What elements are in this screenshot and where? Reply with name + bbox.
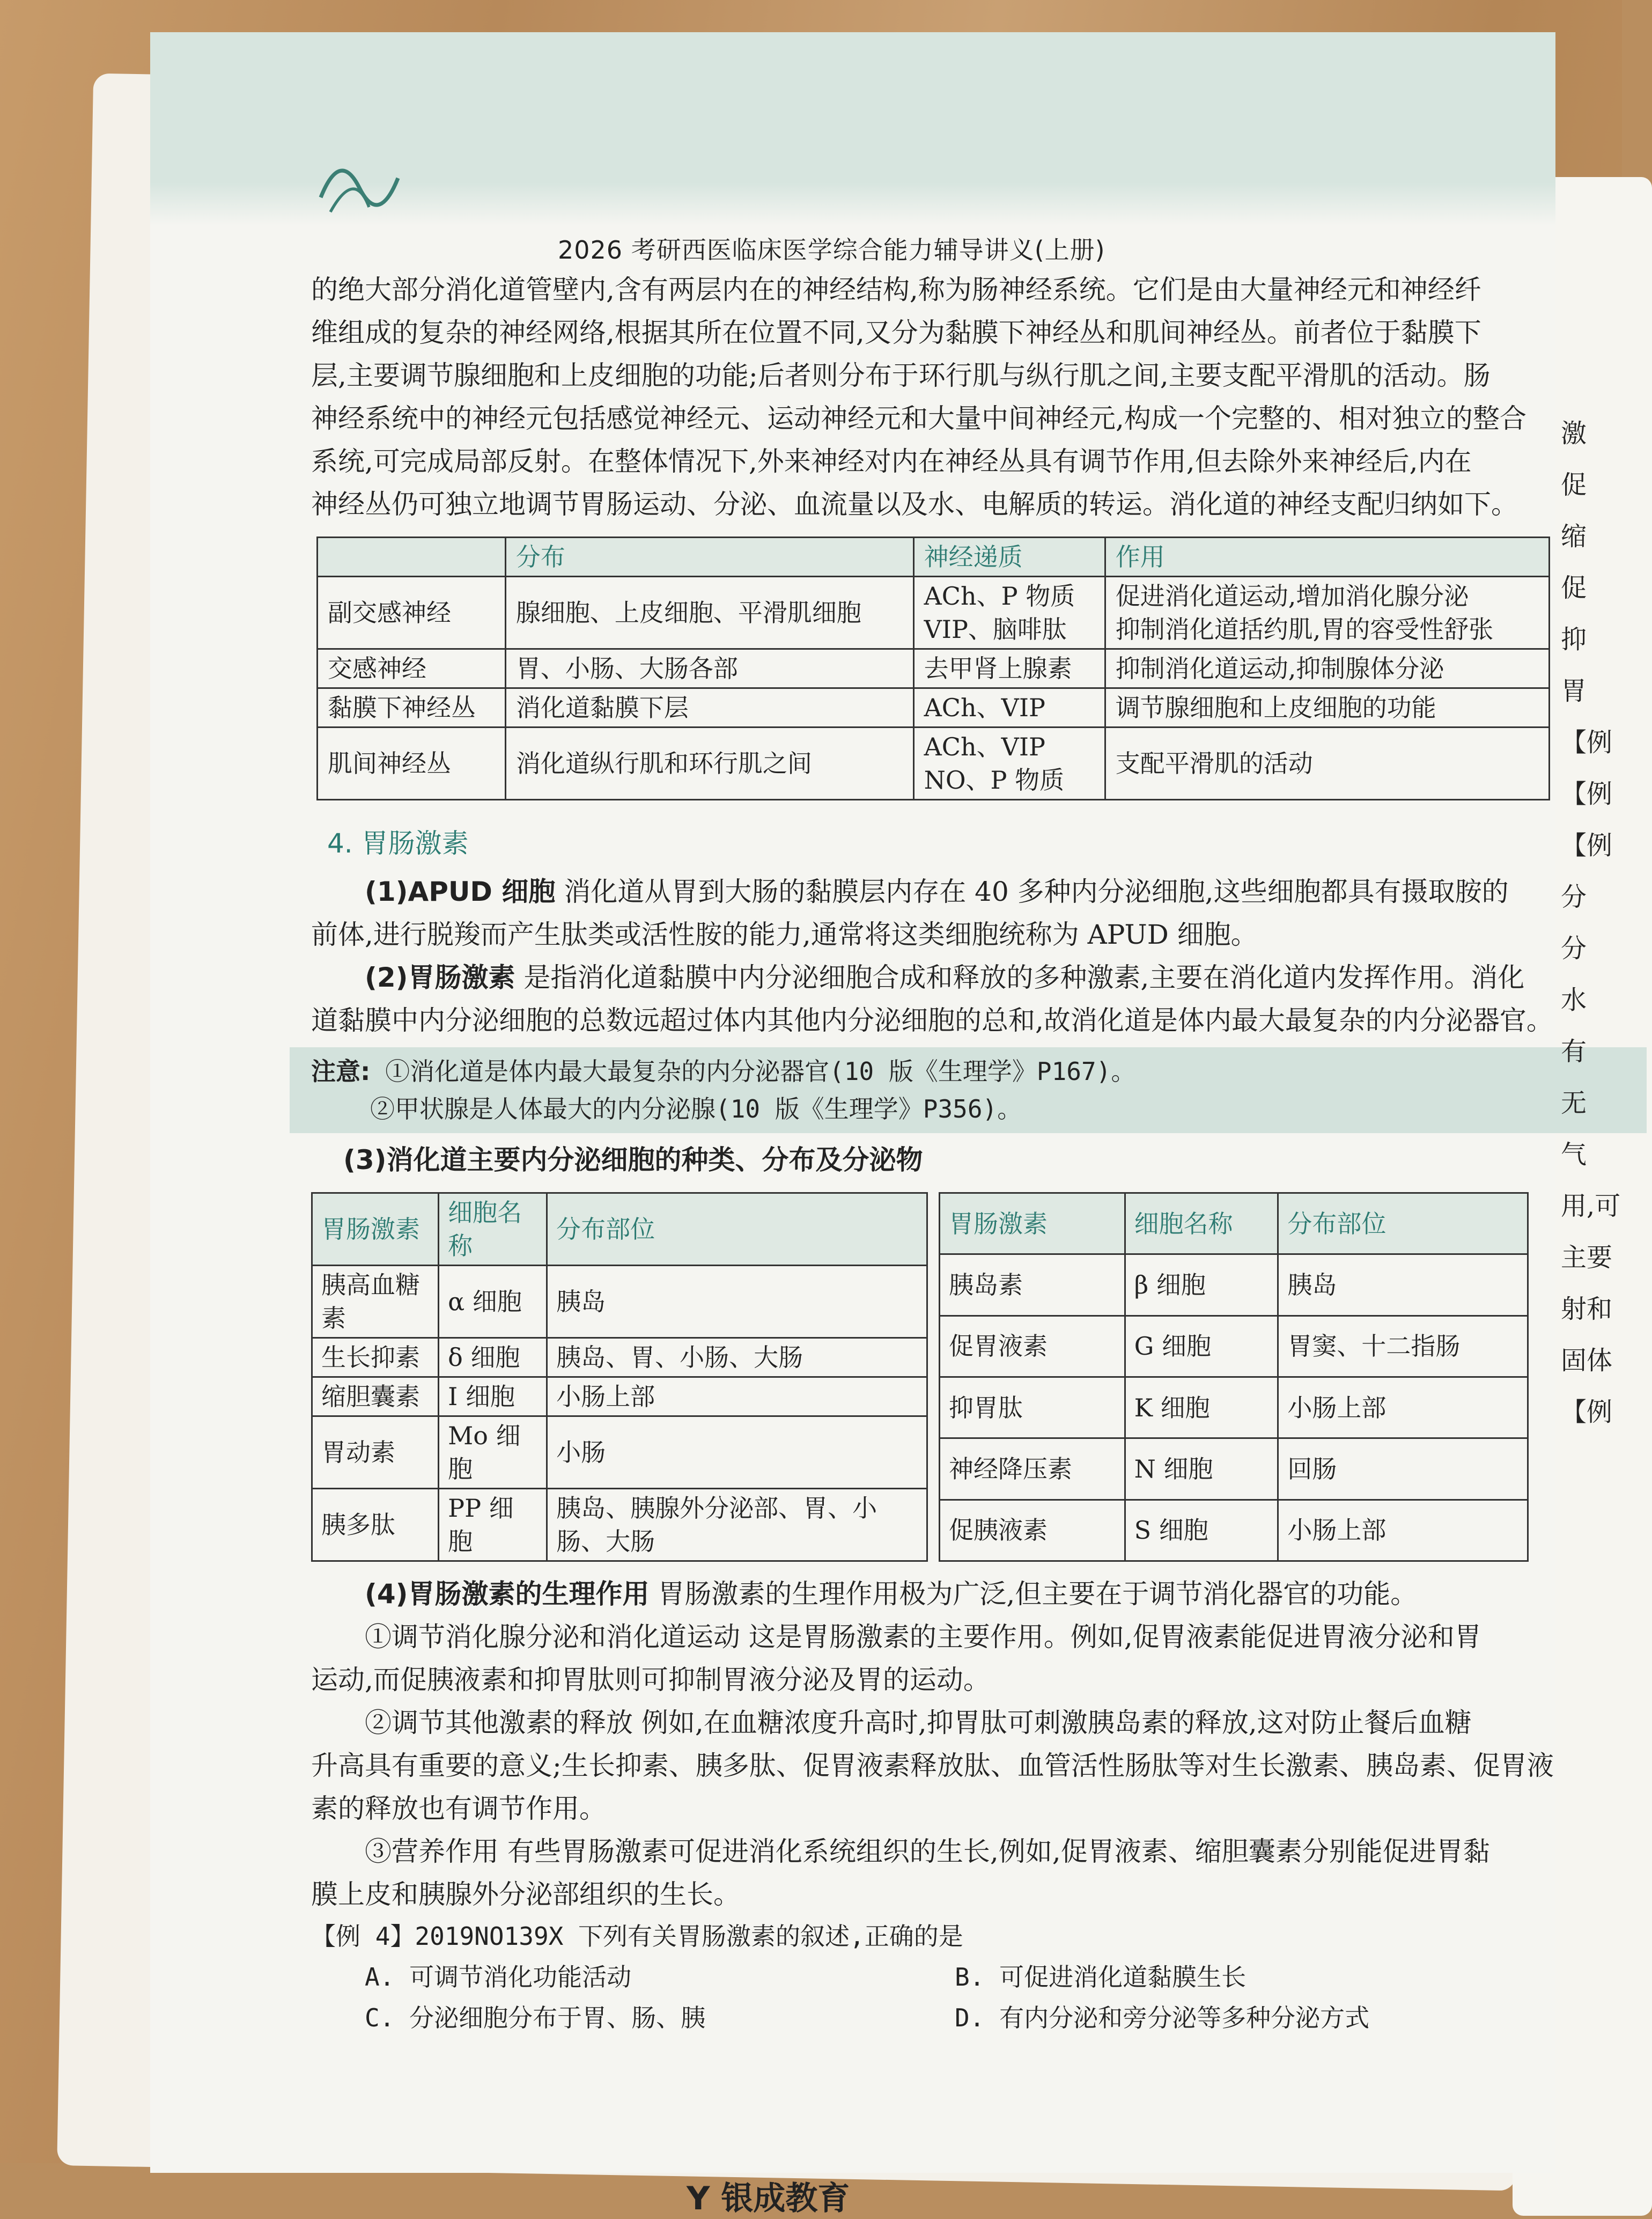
fragment: 射和: [1561, 1294, 1613, 1324]
table-header: 胃肠激素: [940, 1193, 1125, 1254]
table-cell: 小肠上部: [547, 1377, 927, 1416]
fragment: 有: [1561, 1037, 1587, 1067]
table-cell: 去甲肾上腺素: [913, 649, 1105, 688]
fragment: 缩: [1561, 521, 1587, 552]
table-header-row: [312, 1193, 927, 1266]
paragraph: 膜上皮和胰腺外分泌部组织的生长。: [311, 1879, 740, 1910]
table-cell: 小肠: [547, 1416, 927, 1489]
table-cell: ACh、P 物质 VIP、脑啡肽: [913, 577, 1105, 649]
table-cell: 消化道纵行肌和环行肌之间: [505, 728, 913, 800]
subsection-title: (3)消化道主要内分泌细胞的种类、分布及分泌物: [343, 1144, 923, 1175]
table-cell: 抑胃肽: [940, 1377, 1125, 1438]
example-question: [311, 1916, 1614, 2038]
fragment: 气: [1561, 1140, 1587, 1170]
book-page: [150, 32, 1555, 2217]
fragment: 水: [1561, 985, 1587, 1015]
table-cell: ACh、VIP: [913, 688, 1105, 728]
facing-page-fragments: [1561, 408, 1625, 1438]
table-header: 分布: [505, 538, 913, 577]
table-row: [312, 1338, 927, 1377]
table-row: [318, 728, 1550, 800]
table-header-row: [940, 1193, 1528, 1254]
table-cell: 回肠: [1278, 1438, 1528, 1500]
table-cell: 胰岛: [547, 1266, 927, 1338]
paragraph: 升高具有重要的意义;生长抑素、胰多肽、促胃液素释放肽、血管活性肠肽等对生长激素、胰岛素、促胃液: [311, 1750, 1554, 1781]
question-stem: 【例 4】2019NO139X 下列有关胃肠激素的叙述,正确的是: [311, 1922, 963, 1951]
option-b: B. 可促进消化道黏膜生长: [955, 1963, 1247, 1992]
table-cell: N 细胞: [1125, 1438, 1278, 1500]
item-text: 有些胃肠激素可促进消化系统组织的生长,例如,促胃液素、缩胆囊素分别能促进胃黏: [507, 1836, 1490, 1867]
note-line: [311, 1053, 1614, 1090]
fragment: 促: [1561, 573, 1587, 603]
intro-line: 神经丛仍可独立地调节胃肠运动、分泌、血流量以及水、电解质的转运。消化道的神经支配归纳如下。: [311, 489, 1518, 520]
table-cell: 腺细胞、上皮细胞、平滑肌细胞: [505, 577, 913, 649]
paragraph: [311, 1573, 1614, 1615]
hormone-tables: [311, 1192, 1614, 1562]
table-cell: 促胰液素: [940, 1500, 1125, 1561]
fragment: 胃: [1561, 676, 1587, 706]
table-cell: 胃动素: [312, 1416, 439, 1489]
table-cell: 消化道黏膜下层: [505, 688, 913, 728]
fragment: 主要: [1561, 1243, 1613, 1273]
table-header: 细胞名称: [439, 1193, 547, 1266]
fragment: 分: [1561, 882, 1587, 912]
table-cell: I 细胞: [439, 1377, 547, 1416]
table-cell: K 细胞: [1125, 1377, 1278, 1438]
table-row: [318, 688, 1550, 728]
publisher-logo: Y 银成教育: [687, 2180, 850, 2217]
fragment: 【例: [1561, 831, 1613, 861]
table-header: 细胞名称: [1125, 1193, 1278, 1254]
note-text: ①消化道是体内最大最复杂的内分泌器官(10 版《生理学》P167)。: [385, 1057, 1136, 1086]
note-box: [290, 1047, 1647, 1133]
fragment: 固体: [1561, 1346, 1613, 1376]
table-row: [940, 1254, 1528, 1316]
nerve-supply-table: [316, 537, 1550, 800]
answer-options: [365, 1957, 1545, 2038]
section-heading: 4. 胃肠激素: [327, 828, 469, 859]
table-cell: δ 细胞: [439, 1338, 547, 1377]
table-header: 分布部位: [1278, 1193, 1528, 1254]
table-row: [312, 1266, 927, 1338]
table-cell: 促胃液素: [940, 1316, 1125, 1377]
item-text: 例如,在血糖浓度升高时,抑胃肽可刺激胰岛素的释放,这对防止餐后血糖: [641, 1707, 1472, 1738]
table-cell: G 细胞: [1125, 1316, 1278, 1377]
intro-line: 的绝大部分消化道管壁内,含有两层内在的神经结构,称为肠神经系统。它们是由大量神经元和神经纤: [311, 274, 1481, 305]
table-cell: 胃窦、十二指肠: [1278, 1316, 1528, 1377]
paragraph: [311, 1830, 1614, 1873]
note-text: ②甲状腺是人体最大的内分泌腺(10 版《生理学》P356)。: [370, 1094, 1022, 1123]
table-row: [312, 1377, 927, 1416]
page-content: [311, 268, 1614, 2038]
apud-text: 消化道从胃到大肠的黏膜层内存在 40 多种内分泌细胞,这些细胞都具有摄取胺的: [564, 876, 1509, 907]
table-row: [940, 1377, 1528, 1438]
hormone-table-left: [311, 1192, 928, 1562]
hormone-table-right: [939, 1192, 1529, 1562]
table-cell: 神经降压素: [940, 1438, 1125, 1500]
paragraph: 运动,而促胰液素和抑胃肽则可抑制胃液分泌及胃的运动。: [311, 1664, 990, 1695]
fragment: 【例: [1561, 1397, 1613, 1427]
physio-text: 胃肠激素的生理作用极为广泛,但主要在于调节消化器官的功能。: [658, 1578, 1418, 1610]
gi-hormone-text: 是指消化道黏膜中内分泌细胞合成和释放的多种激素,主要在消化道内发挥作用。消化: [523, 962, 1525, 993]
paragraph: [311, 956, 1614, 999]
table-row: [940, 1438, 1528, 1500]
table-row: [940, 1316, 1528, 1377]
gi-hormone-label: (2)胃肠激素: [365, 962, 515, 993]
table-cell: 抑制消化道运动,抑制腺体分泌: [1105, 649, 1549, 688]
option-c: C. 分泌细胞分布于胃、肠、胰: [365, 2003, 706, 2032]
table-cell: 胰岛、胰腺外分泌部、胃、小肠、大肠: [547, 1489, 927, 1561]
table-cell: 交感神经: [318, 649, 506, 688]
paragraph: [311, 1701, 1614, 1744]
fragment: 无: [1561, 1088, 1587, 1118]
fragment: 促: [1561, 470, 1587, 500]
paragraph: 道黏膜中内分泌细胞的总数远超过体内其他内分泌细胞的总和,故消化道是体内最大最复杂的内分泌器官。: [311, 1005, 1553, 1036]
note-label: 注意:: [311, 1057, 371, 1086]
table-cell: 肌间神经丛: [318, 728, 506, 800]
signature-logo-icon: [311, 139, 408, 236]
fragment: 抑: [1561, 624, 1587, 655]
option-d: D. 有内分泌和旁分泌等多种分泌方式: [955, 2003, 1370, 2032]
table-cell: 支配平滑肌的活动: [1105, 728, 1549, 800]
table-row: [318, 649, 1550, 688]
table-row: [312, 1489, 927, 1561]
physio-label: (4)胃肠激素的生理作用: [365, 1578, 650, 1610]
paragraph: 素的释放也有调节作用。: [311, 1793, 606, 1824]
book-title: 2026 考研西医临床医学综合能力辅导讲义(上册): [558, 236, 1105, 264]
table-cell: 副交感神经: [318, 577, 506, 649]
table-cell: PP 细胞: [439, 1489, 547, 1561]
table-row: [312, 1416, 927, 1489]
table-header-row: [318, 538, 1550, 577]
table-cell: α 细胞: [439, 1266, 547, 1338]
table-cell: 胰多肽: [312, 1489, 439, 1561]
fragment: 【例: [1561, 728, 1613, 758]
apud-label: (1)APUD 细胞: [365, 876, 556, 907]
table-cell: 胃、小肠、大肠各部: [505, 649, 913, 688]
table-cell: 小肠上部: [1278, 1500, 1528, 1561]
table-cell: 缩胆囊素: [312, 1377, 439, 1416]
table-cell: 胰岛: [1278, 1254, 1528, 1316]
table-header: 分布部位: [547, 1193, 927, 1266]
table-cell: S 细胞: [1125, 1500, 1278, 1561]
table-cell: 胰高血糖素: [312, 1266, 439, 1338]
paragraph: [311, 1615, 1614, 1658]
fragment: 激: [1561, 418, 1587, 449]
table-cell: 胰岛素: [940, 1254, 1125, 1316]
table-row: [318, 577, 1550, 649]
table-header: 胃肠激素: [312, 1193, 439, 1266]
table-header: [318, 538, 506, 577]
item-title: ③营养作用: [365, 1836, 499, 1867]
table-cell: 小肠上部: [1278, 1377, 1528, 1438]
fragment: 分: [1561, 934, 1587, 964]
table-cell: ACh、VIP NO、P 物质: [913, 728, 1105, 800]
intro-line: 神经系统中的神经元包括感觉神经元、运动神经元和大量中间神经元,构成一个完整的、相对独立的整合: [311, 403, 1526, 434]
table-cell: 调节腺细胞和上皮细胞的功能: [1105, 688, 1549, 728]
table-header: 作用: [1105, 538, 1549, 577]
table-cell: 黏膜下神经丛: [318, 688, 506, 728]
intro-line: 维组成的复杂的神经网络,根据其所在位置不同,又分为黏膜下神经丛和肌间神经丛。前者位于黏膜下: [311, 317, 1481, 348]
table-cell: 胰岛、胃、小肠、大肠: [547, 1338, 927, 1377]
table-cell: β 细胞: [1125, 1254, 1278, 1316]
table-cell: 促进消化道运动,增加消化腺分泌 抑制消化道括约肌,胃的容受性舒张: [1105, 577, 1549, 649]
item-text: 这是胃肠激素的主要作用。例如,促胃液素能促进胃液分泌和胃: [748, 1621, 1481, 1652]
paragraph: [311, 870, 1614, 913]
item-title: ①调节消化腺分泌和消化道运动: [365, 1621, 740, 1652]
fragment: 用,可: [1561, 1191, 1621, 1221]
paragraph: 前体,进行脱羧而产生肽类或活性胺的能力,通常将这类细胞统称为 APUD 细胞。: [311, 919, 1258, 950]
fragment: 【例: [1561, 779, 1613, 809]
option-a: A. 可调节消化功能活动: [365, 1963, 632, 1992]
item-title: ②调节其他激素的释放: [365, 1707, 633, 1738]
table-cell: 生长抑素: [312, 1338, 439, 1377]
table-header: 神经递质: [913, 538, 1105, 577]
table-row: [940, 1500, 1528, 1561]
intro-line: 层,主要调节腺细胞和上皮细胞的功能;后者则分布于环行肌与纵行肌之间,主要支配平滑肌的活动。肠: [311, 360, 1491, 391]
table-cell: Mo 细胞: [439, 1416, 547, 1489]
intro-line: 系统,可完成局部反射。在整体情况下,外来神经对内在神经丛具有调节作用,但去除外来神经后,内在: [311, 446, 1472, 477]
